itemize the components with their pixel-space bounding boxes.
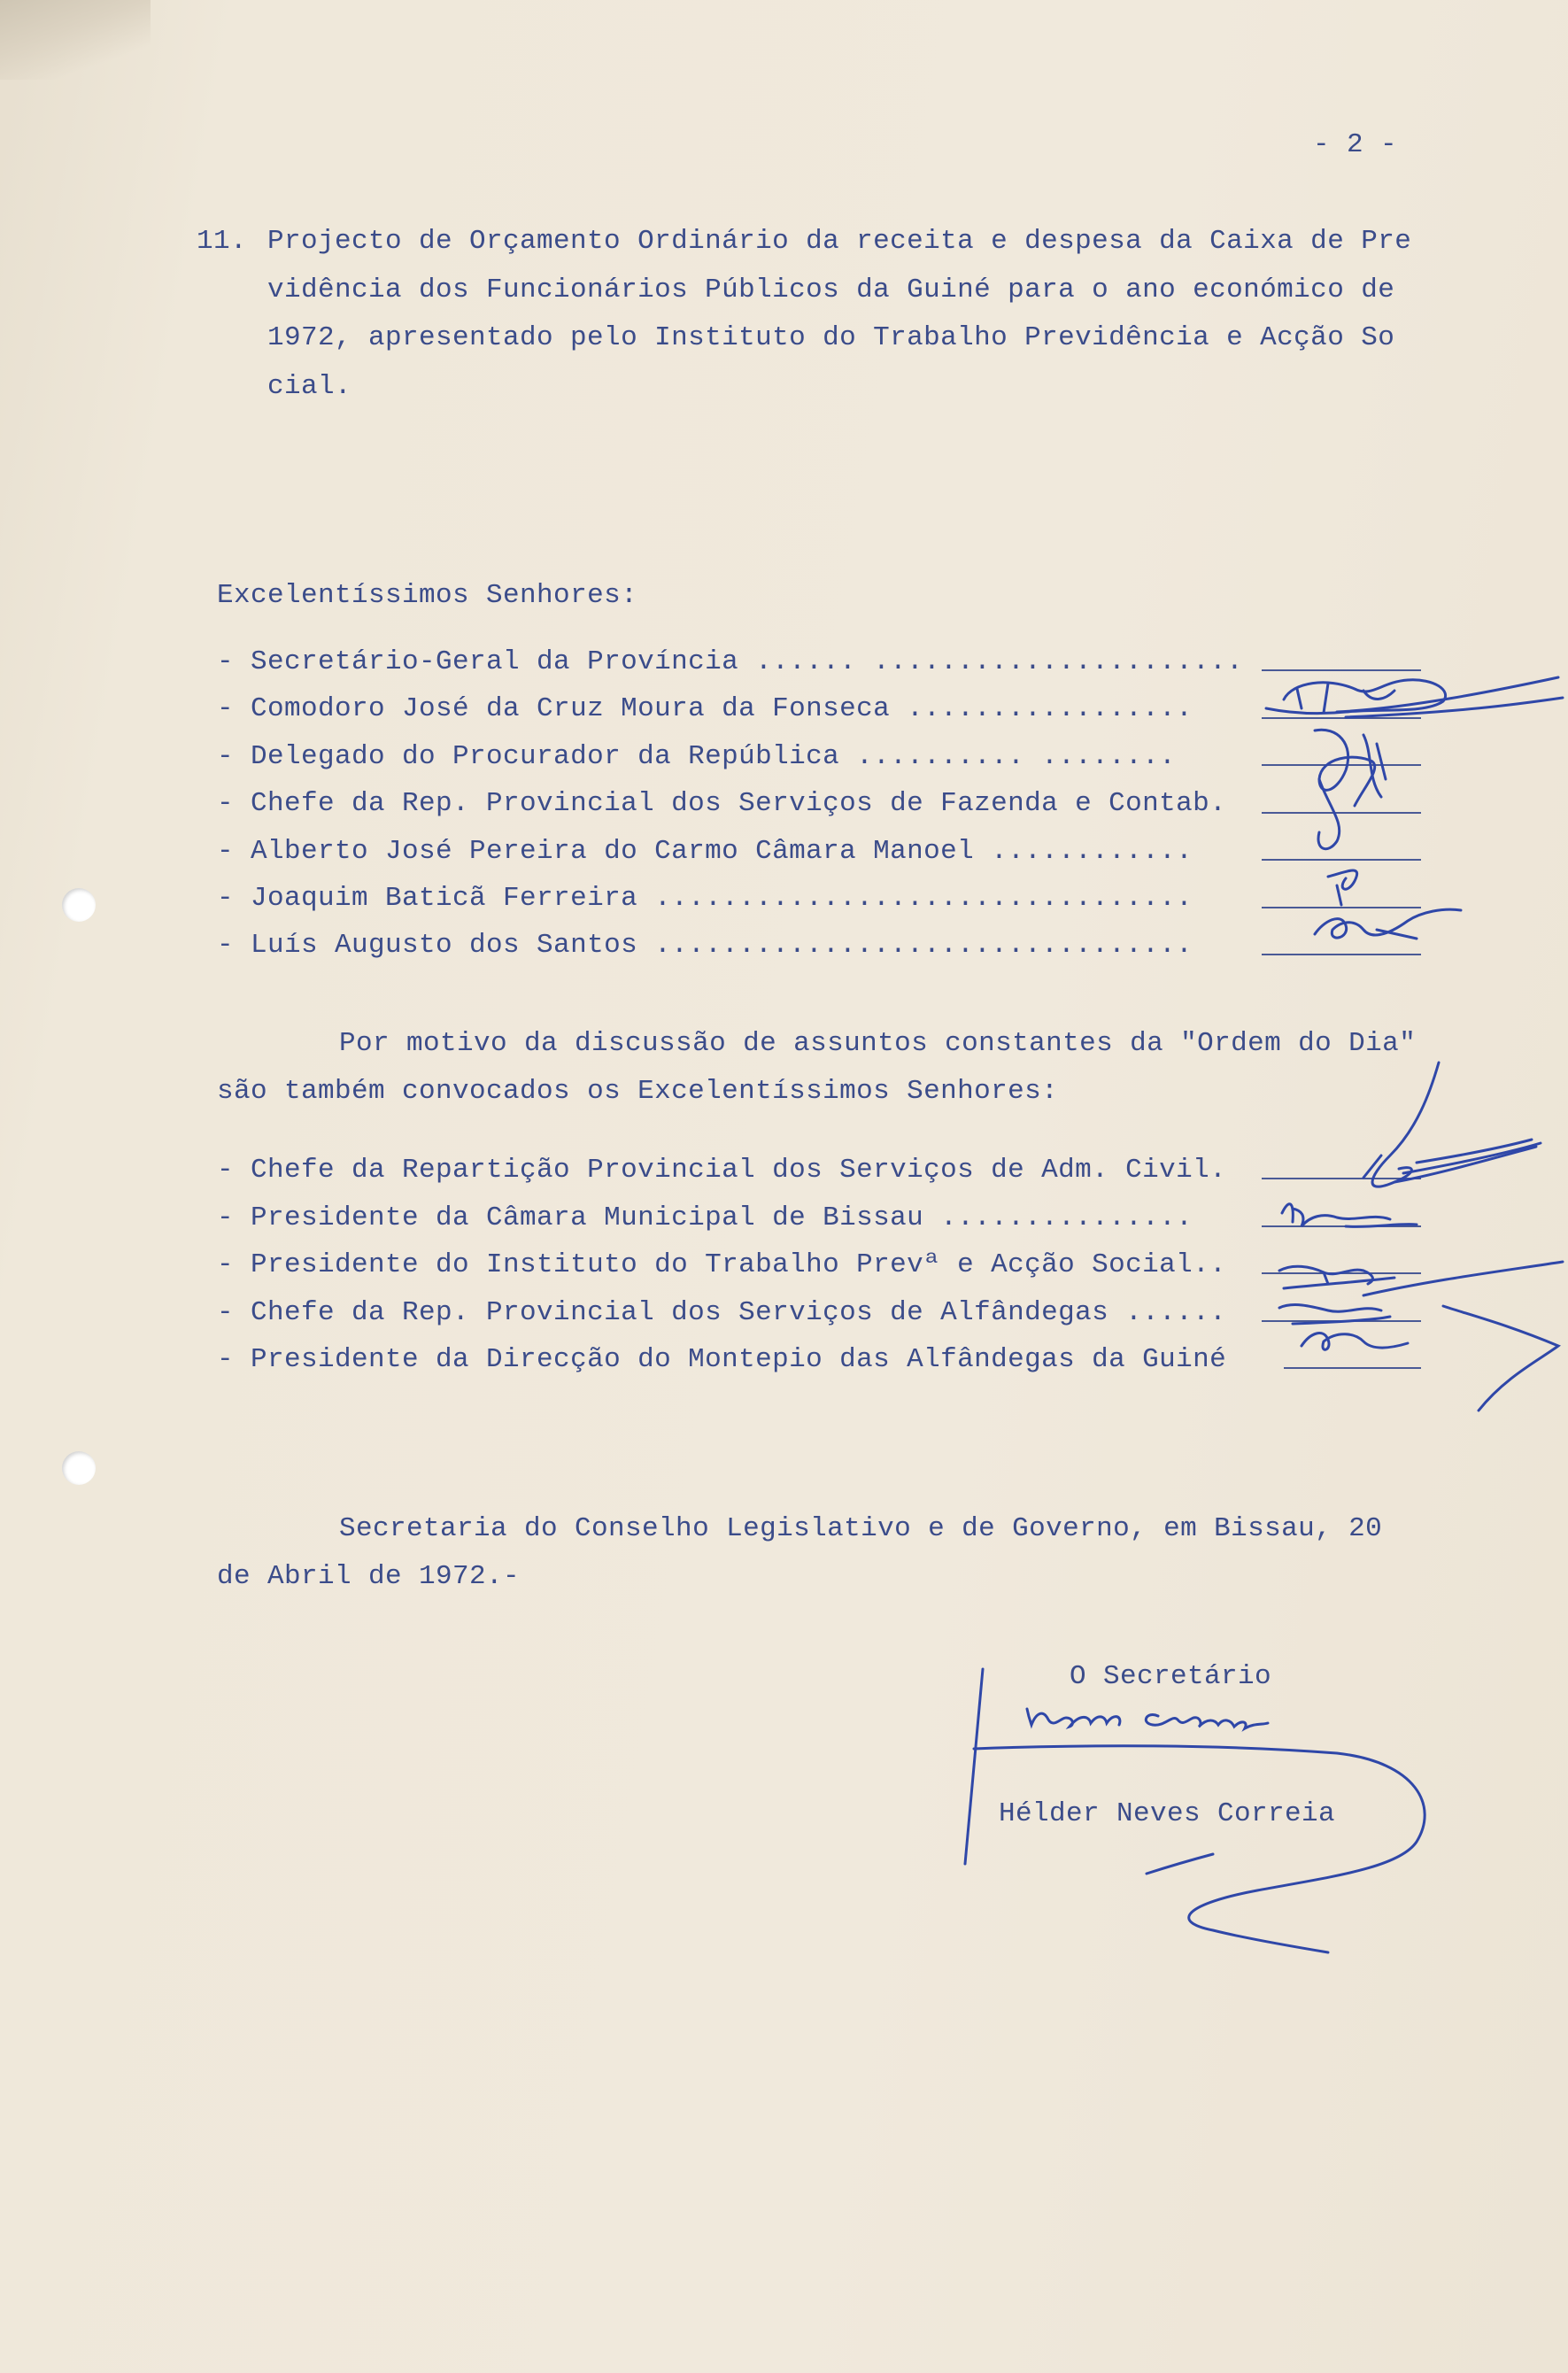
invited-line: - Presidente do Instituto do Trabalho Prevª e Acção Social.. (217, 1249, 1227, 1280)
invited-line: - Presidente da Direcção do Montepio das Alfândegas da Guiné (217, 1344, 1227, 1375)
member-line: - Delegado do Procurador da República .......... ........ (217, 741, 1177, 772)
member-line: - Secretário-Geral da Província ...... ...................... (217, 646, 1244, 677)
signature-scribbles-members (1231, 673, 1567, 970)
signatory-title: O Secretário (1070, 1661, 1272, 1692)
invited-line: - Presidente da Câmara Municipal de Bissau ............... (217, 1202, 1193, 1233)
member-line: - Comodoro José da Cruz Moura da Fonseca ................. (217, 693, 1193, 724)
worn-corner (0, 0, 151, 80)
member-line: - Chefe da Rep. Provincial dos Serviços de Fazenda e Contab. (217, 788, 1227, 819)
member-line: - Joaquim Baticã Ferreira ................................ (217, 883, 1193, 914)
punch-hole-lower (62, 1451, 96, 1485)
closing-line-2: de Abril de 1972.- (217, 1561, 521, 1592)
punch-hole-upper (62, 888, 96, 922)
page-number: - 2 - (1313, 129, 1398, 160)
invited-line: - Chefe da Rep. Provincial dos Serviços de Alfândegas ...... (217, 1297, 1227, 1328)
convocation-line-2: são também convocados os Excelentíssimos Senhores: (217, 1076, 1059, 1107)
item-line-4: cial. (267, 371, 352, 402)
member-line: - Alberto José Pereira do Carmo Câmara Manoel ............ (217, 836, 1193, 867)
item-number: 11. (197, 226, 248, 257)
signatory-name: Hélder Neves Correia (999, 1798, 1336, 1829)
salutation: Excelentíssimos Senhores: (217, 580, 638, 611)
signature-scribbles-invited (1240, 1058, 1568, 1434)
item-line-1: Projecto de Orçamento Ordinário da receita e despesa da Caixa de Pre (267, 226, 1412, 257)
item-line-2: vidência dos Funcionários Públicos da Guiné para o ano económico de (267, 274, 1395, 305)
member-line: - Luís Augusto dos Santos ................................ (217, 930, 1193, 961)
convocation-line-1: Por motivo da discussão de assuntos constantes da "Ordem do Dia" (339, 1028, 1417, 1059)
item-line-3: 1972, apresentado pelo Instituto do Trabalho Previdência e Acção So (267, 322, 1395, 353)
signature-line (1262, 669, 1421, 671)
closing-line-1: Secretaria do Conselho Legislativo e de Governo, em Bissau, 20 (339, 1513, 1383, 1544)
invited-line: - Chefe da Repartição Provincial dos Serviços de Adm. Civil. (217, 1155, 1227, 1186)
